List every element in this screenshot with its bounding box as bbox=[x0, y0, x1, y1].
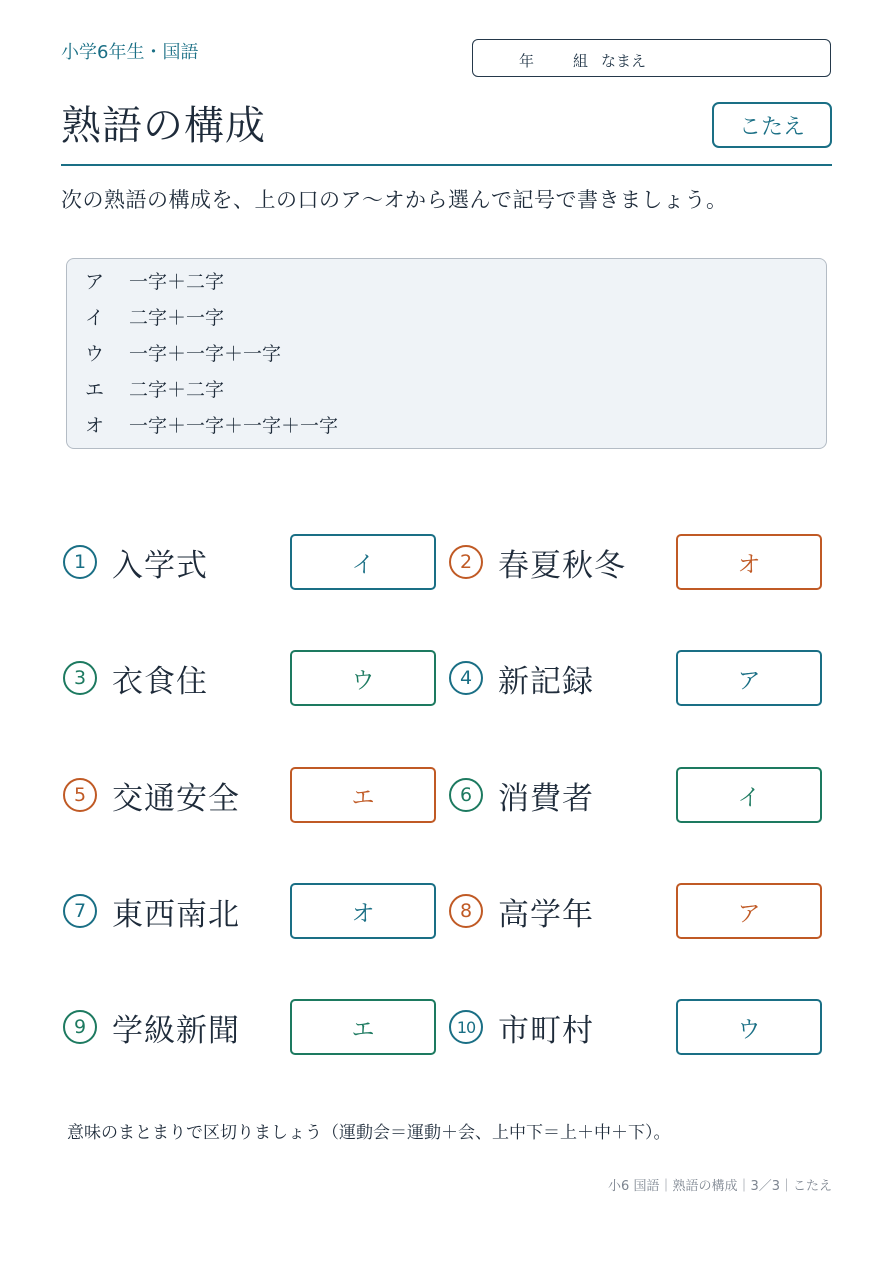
item-number: 1 bbox=[63, 545, 97, 579]
item-word: 学級新聞 bbox=[112, 1013, 240, 1049]
answer-box[interactable]: ウ bbox=[676, 999, 822, 1055]
hint-text: 意味のまとまりで区切りましょう（運動会＝運動＋会、上中下＝上＋中＋下）。 bbox=[67, 1123, 671, 1143]
answer-box[interactable]: ア bbox=[676, 883, 822, 939]
choice-text: 二字＋一字 bbox=[129, 307, 225, 329]
choice-item bbox=[85, 267, 224, 294]
choice-text: 一字＋二字 bbox=[129, 271, 225, 293]
choice-key: エ bbox=[85, 379, 105, 401]
choice-item bbox=[85, 339, 281, 366]
item-number: 2 bbox=[449, 545, 483, 579]
name-label: なまえ bbox=[601, 52, 647, 70]
item-number: 8 bbox=[449, 894, 483, 928]
answer-box[interactable]: イ bbox=[290, 534, 436, 590]
class-label: 組 bbox=[573, 52, 589, 70]
choice-text: 一字＋一字＋一字 bbox=[129, 343, 282, 365]
answer-box[interactable]: エ bbox=[290, 767, 436, 823]
choice-key: ア bbox=[85, 271, 105, 293]
item-word: 衣食住 bbox=[112, 664, 208, 700]
answer-box[interactable]: イ bbox=[676, 767, 822, 823]
choice-text: 二字＋二字 bbox=[129, 379, 225, 401]
answer-box[interactable]: ア bbox=[676, 650, 822, 706]
item-number: 6 bbox=[449, 778, 483, 812]
item-word: 入学式 bbox=[112, 548, 208, 584]
name-field[interactable] bbox=[472, 39, 831, 77]
instruction-text: 次の熟語の構成を、上の口のア〜オから選んで記号で書きましょう。 bbox=[61, 188, 728, 212]
year-label: 年 bbox=[519, 52, 535, 70]
choice-item bbox=[85, 411, 338, 438]
choice-item bbox=[85, 375, 224, 402]
item-number: 7 bbox=[63, 894, 97, 928]
item-word: 春夏秋冬 bbox=[498, 548, 626, 584]
answer-box[interactable]: オ bbox=[290, 883, 436, 939]
item-number: 5 bbox=[63, 778, 97, 812]
choice-text: 一字＋一字＋一字＋一字 bbox=[129, 415, 339, 437]
item-number: 10 bbox=[449, 1010, 483, 1044]
item-word: 市町村 bbox=[498, 1013, 594, 1049]
item-number: 3 bbox=[63, 661, 97, 695]
item-word: 高学年 bbox=[498, 897, 594, 933]
page-footer: 小6 国語｜熟語の構成｜3／3｜こたえ bbox=[608, 1179, 832, 1194]
title-divider bbox=[61, 164, 832, 166]
answer-badge: こたえ bbox=[712, 102, 832, 148]
choice-key: ウ bbox=[85, 343, 105, 365]
choice-item bbox=[85, 303, 224, 330]
answer-box[interactable]: オ bbox=[676, 534, 822, 590]
choices-box bbox=[66, 258, 827, 449]
item-word: 交通安全 bbox=[112, 781, 240, 817]
answer-box[interactable]: ウ bbox=[290, 650, 436, 706]
item-word: 新記録 bbox=[498, 664, 594, 700]
answer-box[interactable]: エ bbox=[290, 999, 436, 1055]
item-number: 4 bbox=[449, 661, 483, 695]
item-number: 9 bbox=[63, 1010, 97, 1044]
choice-key: オ bbox=[85, 415, 105, 437]
item-word: 消費者 bbox=[498, 781, 594, 817]
page-title: 熟語の構成 bbox=[61, 103, 266, 149]
grade-subject-label: 小学6年生・国語 bbox=[61, 42, 199, 63]
item-word: 東西南北 bbox=[112, 897, 240, 933]
choice-key: イ bbox=[85, 307, 105, 329]
